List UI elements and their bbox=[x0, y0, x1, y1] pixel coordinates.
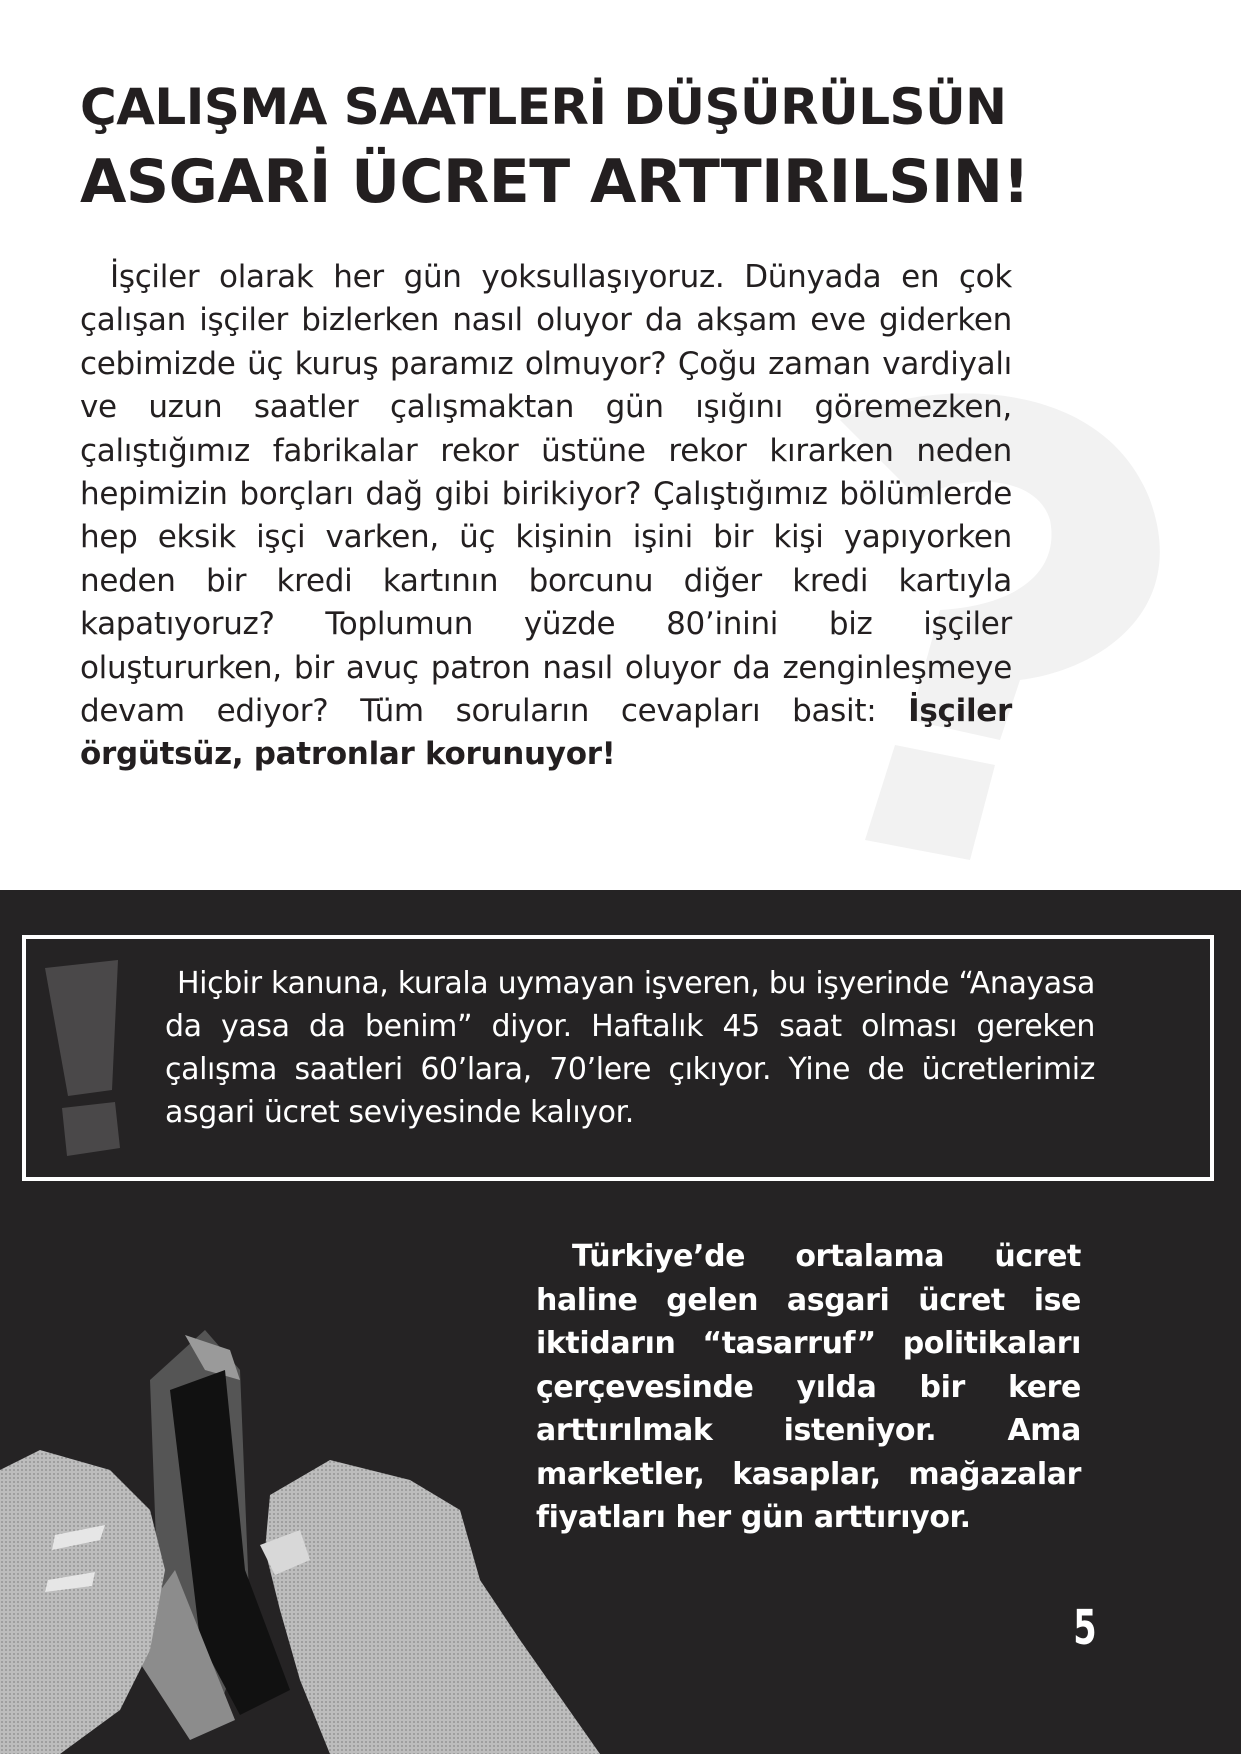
empty-wallet-hands-image bbox=[0, 1320, 620, 1754]
headline-line-1: ÇALIŞMA SAATLERİ DÜŞÜRÜLSÜN bbox=[80, 78, 1007, 136]
intro-emphasis: İşçiler örgütsüz, patronlar korunuyor! bbox=[80, 693, 1012, 773]
intro-text: İşçiler olarak her gün yoksullaşıyoruz. Dünyada en çok çalışan işçiler bizlerken nasıl oluyor da akşam eve giderken cebimizde üç kuruş paramız olmuyor? Çoğu zaman vardiyalı ve uzun saatler çalışmaktan gün ışığını göremezken, çalıştığımız fabrikalar rekor üstüne rekor kırarken neden hepimizin borçları dağ gibi birikiyor? Çalıştığımız bölümlerde hep eksik işçi varken, üç kişinin işini bir kişi yapıyorken neden bir kredi kartının borcunu diğer kredi kartıyla kapatıyoruz? Toplumun yüzde 80’inini biz işçiler oluştururken, bir avuç patron nasıl oluyor da zenginleşmeye devam ediyor? Tüm soruların cevapları basit: bbox=[80, 259, 1012, 730]
page-number: 5 bbox=[1073, 1600, 1097, 1656]
exclamation-icon bbox=[40, 960, 140, 1160]
headline-line-2: ASGARİ ÜCRET ARTTIRILSIN! bbox=[80, 147, 1030, 217]
callout-text: Hiçbir kanuna, kurala uymayan işveren, bu işyerinde “Anayasa da yasa da benim” diyor. Haftalık 45 saat olması gereken çalışma saatleri 60’lara, 70’lere çıkıyor. Yine de ücretlerimiz asgari ücret seviyesinde kalıyor. bbox=[165, 966, 1095, 1130]
headline bbox=[80, 72, 1030, 222]
intro-paragraph bbox=[80, 256, 1012, 777]
wage-paragraph: Türkiye’de ortalama ücret haline gelen asgari ücret ise iktidarın “tasarruf” politikaları çerçevesinde yılda bir kere arttırılmak isteniyor. Ama marketler, kasaplar, mağazalar fiyatları her gün arttırıyor. bbox=[536, 1239, 1081, 1535]
